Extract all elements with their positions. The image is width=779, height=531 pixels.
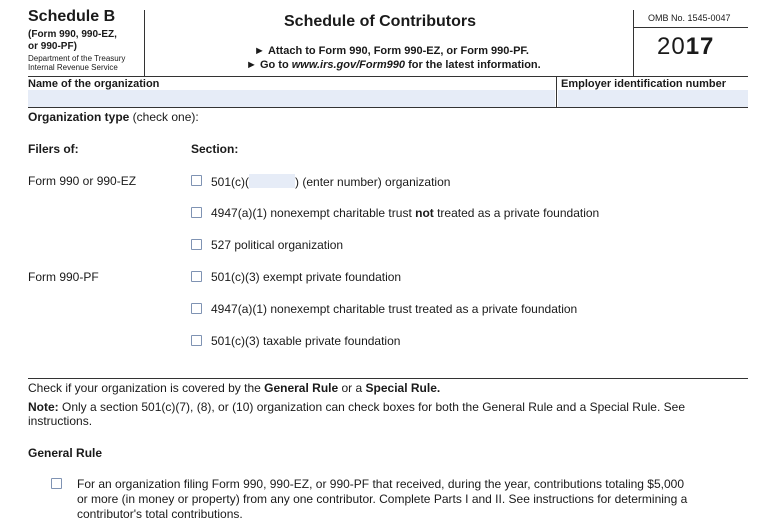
header-right-divider xyxy=(633,10,634,76)
header-bottom-rule xyxy=(28,76,748,77)
option-4947-not-pf: 4947(a)(1) nonexempt charitable trust not treated as a private foundation xyxy=(211,206,600,220)
goto-line: ► Go to www.irs.gov/Form990 for the latest information. xyxy=(246,59,541,71)
org-name-input[interactable] xyxy=(28,90,555,107)
checkbox-4947-pf[interactable] xyxy=(191,303,202,314)
arrow-right-icon: ► xyxy=(254,45,265,57)
name-bottom-rule xyxy=(28,107,748,108)
checkbox-501c[interactable] xyxy=(191,175,202,186)
header-left-divider xyxy=(144,10,145,76)
dept-treasury: Department of the Treasury xyxy=(28,54,126,63)
org-name-label: Name of the organization xyxy=(28,78,160,90)
dept-irs: Internal Revenue Service xyxy=(28,63,118,72)
section-header: Section: xyxy=(191,142,239,156)
general-rule-heading: General Rule xyxy=(28,446,103,460)
checkbox-4947-not-pf[interactable] xyxy=(191,207,202,218)
schedule-forms-line1: (Form 990, 990-EZ, xyxy=(28,29,117,40)
option-501c3-taxable: 501(c)(3) taxable private foundation xyxy=(211,334,401,348)
rule-check-line: Check if your organization is covered by the General Rule or a Special Rule. xyxy=(28,381,441,395)
ein-divider xyxy=(556,76,557,107)
org-type-label: Organization type (check one): xyxy=(28,110,199,124)
checkbox-general-rule[interactable] xyxy=(51,478,62,489)
note-line1: Note: Only a section 501(c)(7), (8), or (10) organization can check boxes for both the General Rule and a Special Rule. See xyxy=(28,400,686,414)
schedule-forms-line2: or 990-PF) xyxy=(28,41,77,52)
general-rule-line2: or more (in money or property) from any one contributor. Complete Parts I and II. See instructions for determining a xyxy=(77,492,688,506)
501c-number-input[interactable] xyxy=(249,174,295,188)
checkbox-501c3-exempt[interactable] xyxy=(191,271,202,282)
filer-990pf: Form 990-PF xyxy=(28,270,99,284)
checkbox-527[interactable] xyxy=(191,239,202,250)
option-501c3-exempt: 501(c)(3) exempt private foundation xyxy=(211,270,402,284)
filer-990: Form 990 or 990-EZ xyxy=(28,174,137,188)
option-501c: 501(c)( ) (enter number) organization xyxy=(211,175,451,189)
attach-line: ► Attach to Form 990, Form 990-EZ, or Form 990-PF. xyxy=(254,45,529,57)
general-rule-line3: contributor's total contributions. xyxy=(77,507,243,521)
tax-year: 2017 xyxy=(657,33,715,60)
org-type-bottom-rule xyxy=(28,378,748,379)
option-4947-pf: 4947(a)(1) nonexempt charitable trust treated as a private foundation xyxy=(211,302,578,316)
irs-link[interactable]: www.irs.gov/Form990 xyxy=(291,59,406,71)
schedule-title: Schedule B xyxy=(28,8,116,25)
omb-divider xyxy=(633,27,748,28)
note-line2: instructions. xyxy=(28,414,93,428)
ein-label: Employer identification number xyxy=(561,78,727,90)
checkbox-501c3-taxable[interactable] xyxy=(191,335,202,346)
filers-of-header: Filers of: xyxy=(28,142,79,156)
main-title: Schedule of Contributors xyxy=(284,13,476,30)
arrow-right-icon: ► xyxy=(246,59,257,71)
ein-input[interactable] xyxy=(558,90,748,107)
option-527: 527 political organization xyxy=(211,238,344,252)
omb-number: OMB No. 1545-0047 xyxy=(648,13,731,23)
general-rule-line1: For an organization filing Form 990, 990-EZ, or 990-PF that received, during the year, contributions totaling $5,000 xyxy=(77,477,685,491)
